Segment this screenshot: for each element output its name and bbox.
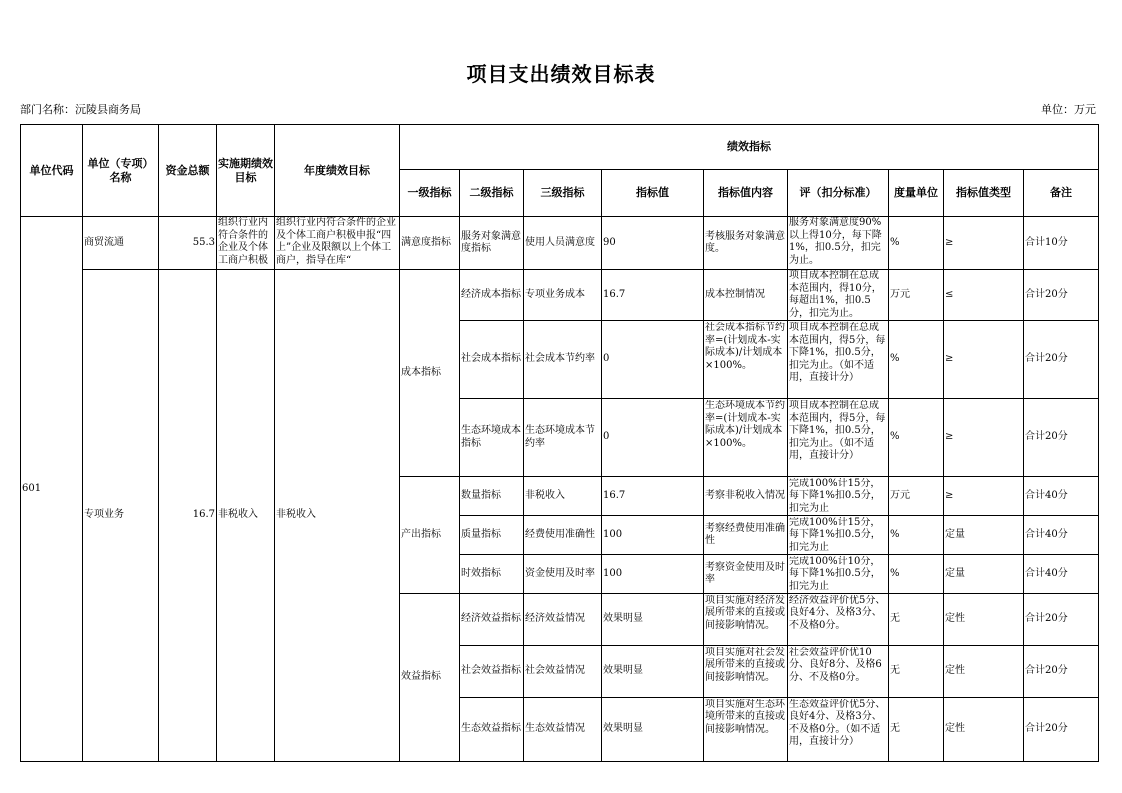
remarks-cell: 合计40分 xyxy=(1024,477,1099,516)
indicator-value-cell: 100 xyxy=(602,555,704,594)
level2-cell: 质量指标 xyxy=(460,516,524,555)
header-annual-target: 年度绩效目标 xyxy=(275,125,400,217)
scoring-cell: 经济效益评价优5分、良好4分、及格3分、不及格0分。 xyxy=(788,594,889,646)
level3-cell: 生态效益情况 xyxy=(524,698,602,762)
value-type-cell: 定量 xyxy=(944,555,1024,594)
level2-cell: 生态环境成本指标 xyxy=(460,399,524,477)
level2-cell: 时效指标 xyxy=(460,555,524,594)
value-content-cell: 项目实施对社会发展所带来的直接或间接影响情况。 xyxy=(704,646,788,698)
indicator-value-cell: 16.7 xyxy=(602,477,704,516)
value-content-cell: 考察经费使用准确性 xyxy=(704,516,788,555)
department-name: 部门名称：沅陵县商务局 xyxy=(20,103,141,116)
level3-cell: 资金使用及时率 xyxy=(524,555,602,594)
header-level1: 一级指标 xyxy=(400,170,460,217)
scoring-cell: 项目成本控制在总成本范围内，得5分，每下降1%，扣0.5分，扣完为止。（如不适用，直接计分） xyxy=(788,399,889,477)
value-content-cell: 社会成本指标节约率=(计划成本-实际成本)/计划成本×100%。 xyxy=(704,321,788,399)
group-output-cell: 产出指标 xyxy=(400,477,460,594)
scoring-cell: 完成100%计10分，每下降1%扣0.5分，扣完为止 xyxy=(788,555,889,594)
measure-unit-cell: 无 xyxy=(889,698,944,762)
project-amount-cell: 16.7 xyxy=(159,270,217,762)
remarks-cell: 合计20分 xyxy=(1024,698,1099,762)
measure-unit-cell: % xyxy=(889,555,944,594)
remarks-cell: 合计10分 xyxy=(1024,217,1099,270)
value-content-cell: 项目实施对经济发展所带来的直接或间接影响情况。 xyxy=(704,594,788,646)
value-type-cell: 定量 xyxy=(944,516,1024,555)
value-type-cell: ≥ xyxy=(944,321,1024,399)
header-indicator-value: 指标值 xyxy=(602,170,704,217)
measure-unit-cell: 万元 xyxy=(889,477,944,516)
header-period-target: 实施期绩效目标 xyxy=(217,125,275,217)
measure-unit-cell: 无 xyxy=(889,594,944,646)
value-content-cell: 考察资金使用及时率 xyxy=(704,555,788,594)
value-type-cell: ≤ xyxy=(944,270,1024,321)
indicator-value-cell: 效果明显 xyxy=(602,698,704,762)
value-content-cell: 考察非税收入情况 xyxy=(704,477,788,516)
scoring-cell: 项目成本控制在总成本范围内，得10分，每超出1%，扣0.5分，扣完为止。 xyxy=(788,270,889,321)
remarks-cell: 合计20分 xyxy=(1024,321,1099,399)
project-name-cell: 专项业务 xyxy=(83,270,159,762)
group-satisfaction-cell: 满意度指标 xyxy=(400,217,460,270)
value-type-cell: ≥ xyxy=(944,217,1024,270)
indicator-value-cell: 90 xyxy=(602,217,704,270)
value-type-cell: 定性 xyxy=(944,646,1024,698)
header-level3: 三级指标 xyxy=(524,170,602,217)
value-content-cell: 项目实施对生态环境所带来的直接或间接影响情况。 xyxy=(704,698,788,762)
page-title: 项目支出绩效目标表 xyxy=(466,62,656,86)
value-content-cell: 生态环境成本节约率=(计划成本-实际成本)/计划成本×100%。 xyxy=(704,399,788,477)
level3-cell: 使用人员满意度 xyxy=(524,217,602,270)
level3-cell: 非税收入 xyxy=(524,477,602,516)
level2-cell: 数量指标 xyxy=(460,477,524,516)
indicator-value-cell: 效果明显 xyxy=(602,594,704,646)
value-type-cell: ≥ xyxy=(944,477,1024,516)
scoring-cell: 完成100%计15分，每下降1%扣0.5分，扣完为止 xyxy=(788,477,889,516)
header-scoring: 评（扣分标准） xyxy=(788,170,889,217)
header-unit-code: 单位代码 xyxy=(21,125,83,217)
level2-cell: 经济成本指标 xyxy=(460,270,524,321)
header-total-funds: 资金总额 xyxy=(159,125,217,217)
period-target-cell: 组织行业内符合条件的企业及个体工商户积极 xyxy=(217,217,275,270)
level2-cell: 经济效益指标 xyxy=(460,594,524,646)
scoring-cell: 完成100%计15分，每下降1%扣0.5分，扣完为止 xyxy=(788,516,889,555)
level3-cell: 生态环境成本节约率 xyxy=(524,399,602,477)
measure-unit-cell: % xyxy=(889,516,944,555)
header-value-content: 指标值内容 xyxy=(704,170,788,217)
remarks-cell: 合计20分 xyxy=(1024,646,1099,698)
header-value-type: 指标值类型 xyxy=(944,170,1024,217)
header-level2: 二级指标 xyxy=(460,170,524,217)
header-performance-indicators: 绩效指标 xyxy=(400,125,1099,170)
level3-cell: 社会成本节约率 xyxy=(524,321,602,399)
value-type-cell: 定性 xyxy=(944,594,1024,646)
project-amount-cell: 55.3 xyxy=(159,217,217,270)
project-name-cell: 商贸流通 xyxy=(83,217,159,270)
table-row xyxy=(21,270,1099,321)
scoring-cell: 服务对象满意度90%以上得10分，每下降1%，扣0.5分，扣完为止。 xyxy=(788,217,889,270)
performance-table xyxy=(20,124,1099,762)
value-content-cell: 成本控制情况 xyxy=(704,270,788,321)
level2-cell: 生态效益指标 xyxy=(460,698,524,762)
measure-unit-cell: % xyxy=(889,217,944,270)
level3-cell: 社会效益情况 xyxy=(524,646,602,698)
remarks-cell: 合计20分 xyxy=(1024,399,1099,477)
indicator-value-cell: 16.7 xyxy=(602,270,704,321)
indicator-value-cell: 效果明显 xyxy=(602,646,704,698)
value-type-cell: 定性 xyxy=(944,698,1024,762)
header-measure-unit: 度量单位 xyxy=(889,170,944,217)
remarks-cell: 合计40分 xyxy=(1024,516,1099,555)
remarks-cell: 合计20分 xyxy=(1024,594,1099,646)
scoring-cell: 社会效益评价优10分、良好8分、及格6分、不及格0分。 xyxy=(788,646,889,698)
value-type-cell: ≥ xyxy=(944,399,1024,477)
table-row xyxy=(21,217,1099,270)
annual-target-cell: 非税收入 xyxy=(275,270,400,762)
level2-cell: 社会成本指标 xyxy=(460,321,524,399)
annual-target-cell: 组织行业内符合条件的企业及个体工商户积极申报“四上”企业及限额以上个体工商户，指导在库“ xyxy=(275,217,400,270)
value-content-cell: 考核服务对象满意度。 xyxy=(704,217,788,270)
indicator-value-cell: 100 xyxy=(602,516,704,555)
header-remarks: 备注 xyxy=(1024,170,1099,217)
measure-unit-cell: 无 xyxy=(889,646,944,698)
scoring-cell: 生态效益评价优5分、良好4分、及格3分、不及格0分。（如不适用，直接计分） xyxy=(788,698,889,762)
scoring-cell: 项目成本控制在总成本范围内，得5分，每下降1%，扣0.5分，扣完为止。（如不适用，直接计分） xyxy=(788,321,889,399)
level2-cell: 社会效益指标 xyxy=(460,646,524,698)
indicator-value-cell: 0 xyxy=(602,321,704,399)
level2-cell: 服务对象满意度指标 xyxy=(460,217,524,270)
header-project-name: 单位（专项）名称 xyxy=(83,125,159,217)
level3-cell: 专项业务成本 xyxy=(524,270,602,321)
currency-unit: 单位：万元 xyxy=(1041,103,1096,116)
level3-cell: 经济效益情况 xyxy=(524,594,602,646)
indicator-value-cell: 0 xyxy=(602,399,704,477)
group-benefit-cell: 效益指标 xyxy=(400,594,460,762)
remarks-cell: 合计40分 xyxy=(1024,555,1099,594)
header-row-1 xyxy=(21,125,1099,170)
measure-unit-cell: % xyxy=(889,399,944,477)
remarks-cell: 合计20分 xyxy=(1024,270,1099,321)
measure-unit-cell: % xyxy=(889,321,944,399)
period-target-cell: 非税收入 xyxy=(217,270,275,762)
measure-unit-cell: 万元 xyxy=(889,270,944,321)
level3-cell: 经费使用准确性 xyxy=(524,516,602,555)
group-cost-cell: 成本指标 xyxy=(400,270,460,477)
unit-code-cell: 601 xyxy=(21,217,83,762)
